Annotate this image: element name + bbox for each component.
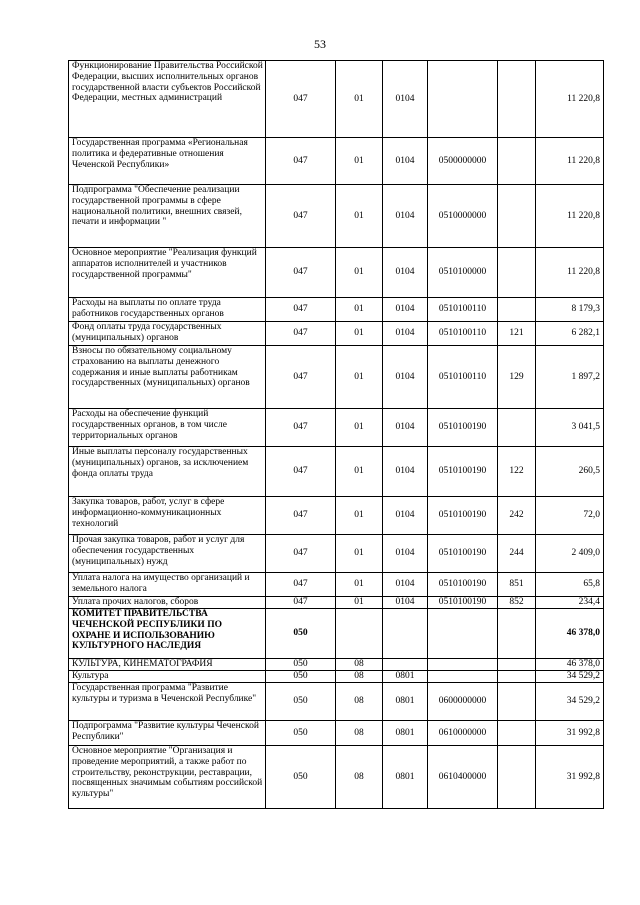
table-row xyxy=(69,573,604,597)
row-expense-type xyxy=(498,609,536,659)
table-row xyxy=(69,185,604,248)
row-target-article: 0610000000 xyxy=(428,721,498,746)
row-name: Функционирование Правительства Российской Федерации, высших исполнительных органов государственной власти субъектов Российской Федерации, местных администраций xyxy=(69,61,266,138)
row-grbs: 047 xyxy=(266,298,336,322)
row-expense-type xyxy=(498,659,536,671)
row-grbs: 050 xyxy=(266,683,336,721)
row-expense-type xyxy=(498,683,536,721)
budget-table xyxy=(68,60,604,809)
row-expense-type xyxy=(498,138,536,185)
row-sum: 11 220,8 xyxy=(536,138,604,185)
row-grbs: 047 xyxy=(266,573,336,597)
row-section: 01 xyxy=(336,409,383,447)
row-grbs: 047 xyxy=(266,185,336,248)
row-subsection: 0104 xyxy=(383,298,428,322)
row-sum: 11 220,8 xyxy=(536,61,604,138)
row-section: 08 xyxy=(336,721,383,746)
row-subsection: 0801 xyxy=(383,671,428,683)
row-target-article: 0510100000 xyxy=(428,248,498,298)
row-sum: 31 992,8 xyxy=(536,746,604,809)
table-row xyxy=(69,61,604,138)
table-row xyxy=(69,671,604,683)
row-sum: 72,0 xyxy=(536,497,604,535)
row-section: 01 xyxy=(336,322,383,346)
row-sum: 34 529,2 xyxy=(536,671,604,683)
row-section: 01 xyxy=(336,138,383,185)
row-sum: 260,5 xyxy=(536,447,604,497)
row-target-article: 0510100110 xyxy=(428,322,498,346)
table-row xyxy=(69,447,604,497)
table-row xyxy=(69,746,604,809)
row-expense-type: 121 xyxy=(498,322,536,346)
row-sum: 65,8 xyxy=(536,573,604,597)
row-target-article: 0510100110 xyxy=(428,346,498,409)
row-section: 01 xyxy=(336,185,383,248)
row-subsection xyxy=(383,609,428,659)
row-sum: 2 409,0 xyxy=(536,535,604,573)
row-name: Иные выплаты персоналу государственных (муниципальных) органов, за исключением фонда оплаты труда xyxy=(69,447,266,497)
row-name: Основное мероприятие "Организация и проведение мероприятий, а также работ по строительству, реконструкции, реставрации, посвященных значимым событиям российской культуры" xyxy=(69,746,266,809)
row-name: Расходы на обеспечение функций государственных органов, в том числе территориальных органов xyxy=(69,409,266,447)
row-target-article xyxy=(428,659,498,671)
table-row xyxy=(69,322,604,346)
row-expense-type: 244 xyxy=(498,535,536,573)
row-name: Взносы по обязательному социальному страхованию на выплаты денежного содержания и иные выплаты работникам государственных (муниципальных) органов xyxy=(69,346,266,409)
table-row xyxy=(69,298,604,322)
table-row xyxy=(69,138,604,185)
row-grbs: 047 xyxy=(266,346,336,409)
row-grbs: 047 xyxy=(266,447,336,497)
row-expense-type xyxy=(498,298,536,322)
row-target-article: 0510100190 xyxy=(428,597,498,609)
row-target-article: 0510100190 xyxy=(428,497,498,535)
row-section: 01 xyxy=(336,573,383,597)
table-row xyxy=(69,535,604,573)
row-target-article xyxy=(428,671,498,683)
table-row xyxy=(69,409,604,447)
row-subsection: 0801 xyxy=(383,721,428,746)
row-sum: 31 992,8 xyxy=(536,721,604,746)
row-expense-type: 242 xyxy=(498,497,536,535)
row-target-article: 0510100110 xyxy=(428,298,498,322)
row-target-article: 0510100190 xyxy=(428,447,498,497)
row-expense-type xyxy=(498,409,536,447)
row-name: Государственная программа «Региональная политика и федеративные отношения Чеченской Республики» xyxy=(69,138,266,185)
row-target-article xyxy=(428,609,498,659)
row-name: Государственная программа "Развитие культуры и туризма в Чеченской Республике" xyxy=(69,683,266,721)
row-sum: 1 897,2 xyxy=(536,346,604,409)
row-grbs: 047 xyxy=(266,138,336,185)
row-name: Фонд оплаты труда государственных (муниципальных) органов xyxy=(69,322,266,346)
row-name: Уплата налога на имущество организаций и земельного налога xyxy=(69,573,266,597)
row-section: 08 xyxy=(336,746,383,809)
table-row xyxy=(69,683,604,721)
row-section: 01 xyxy=(336,447,383,497)
row-subsection: 0104 xyxy=(383,138,428,185)
row-name: Закупка товаров, работ, услуг в сфере информационно-коммуникационных технологий xyxy=(69,497,266,535)
row-grbs: 050 xyxy=(266,746,336,809)
row-expense-type xyxy=(498,185,536,248)
row-grbs: 047 xyxy=(266,322,336,346)
row-name: Подпрограмма "Развитие культуры Чеченской Республики" xyxy=(69,721,266,746)
row-section: 01 xyxy=(336,346,383,409)
table-row xyxy=(69,609,604,659)
row-subsection: 0801 xyxy=(383,746,428,809)
row-section xyxy=(336,609,383,659)
row-section: 08 xyxy=(336,659,383,671)
row-grbs: 047 xyxy=(266,409,336,447)
row-sum: 8 179,3 xyxy=(536,298,604,322)
row-subsection: 0104 xyxy=(383,322,428,346)
row-target-article xyxy=(428,61,498,138)
row-target-article: 0500000000 xyxy=(428,138,498,185)
row-grbs: 050 xyxy=(266,671,336,683)
row-subsection: 0104 xyxy=(383,597,428,609)
row-section: 01 xyxy=(336,248,383,298)
row-sum: 46 378,0 xyxy=(536,659,604,671)
row-section: 01 xyxy=(336,497,383,535)
row-subsection: 0104 xyxy=(383,497,428,535)
row-subsection: 0104 xyxy=(383,409,428,447)
row-target-article: 0510100190 xyxy=(428,535,498,573)
table-row xyxy=(69,659,604,671)
row-expense-type xyxy=(498,248,536,298)
row-expense-type: 852 xyxy=(498,597,536,609)
row-sum: 46 378,0 xyxy=(536,609,604,659)
row-expense-type xyxy=(498,721,536,746)
row-name: Расходы на выплаты по оплате труда работников государственных органов xyxy=(69,298,266,322)
row-section: 08 xyxy=(336,671,383,683)
page-number: 53 xyxy=(314,37,326,51)
row-sum: 11 220,8 xyxy=(536,248,604,298)
row-target-article: 0510000000 xyxy=(428,185,498,248)
row-expense-type: 122 xyxy=(498,447,536,497)
row-sum: 11 220,8 xyxy=(536,185,604,248)
row-grbs: 050 xyxy=(266,721,336,746)
row-subsection xyxy=(383,659,428,671)
table-row xyxy=(69,248,604,298)
row-grbs: 050 xyxy=(266,659,336,671)
row-target-article: 0510100190 xyxy=(428,573,498,597)
row-name: Уплата прочих налогов, сборов xyxy=(69,597,266,609)
row-name: Подпрограмма "Обеспечение реализации государственной программы в сфере национальной политики, внешних связей, печати и информации " xyxy=(69,185,266,248)
row-target-article: 0600000000 xyxy=(428,683,498,721)
row-expense-type: 129 xyxy=(498,346,536,409)
row-subsection: 0104 xyxy=(383,447,428,497)
row-grbs: 047 xyxy=(266,535,336,573)
row-grbs: 047 xyxy=(266,248,336,298)
table-row xyxy=(69,497,604,535)
row-subsection: 0104 xyxy=(383,573,428,597)
row-subsection: 0104 xyxy=(383,535,428,573)
table-row xyxy=(69,721,604,746)
row-name: КОМИТЕТ ПРАВИТЕЛЬСТВА ЧЕЧЕНСКОЙ РЕСПУБЛИКИ ПО ОХРАНЕ И ИСПОЛЬЗОВАНИЮ КУЛЬТУРНОГО НАСЛЕДИЯ xyxy=(69,609,266,659)
row-expense-type xyxy=(498,671,536,683)
row-sum: 34 529,2 xyxy=(536,683,604,721)
row-grbs: 047 xyxy=(266,61,336,138)
row-grbs: 047 xyxy=(266,597,336,609)
row-target-article: 0510100190 xyxy=(428,409,498,447)
row-target-article: 0610400000 xyxy=(428,746,498,809)
row-subsection: 0104 xyxy=(383,248,428,298)
row-subsection: 0801 xyxy=(383,683,428,721)
row-name: Прочая закупка товаров, работ и услуг для обеспечения государственных (муниципальных) нужд xyxy=(69,535,266,573)
table-row xyxy=(69,597,604,609)
row-section: 08 xyxy=(336,683,383,721)
row-sum: 6 282,1 xyxy=(536,322,604,346)
row-expense-type: 851 xyxy=(498,573,536,597)
row-grbs: 050 xyxy=(266,609,336,659)
row-grbs: 047 xyxy=(266,497,336,535)
row-sum: 3 041,5 xyxy=(536,409,604,447)
row-subsection: 0104 xyxy=(383,346,428,409)
row-subsection: 0104 xyxy=(383,61,428,138)
row-section: 01 xyxy=(336,61,383,138)
row-name: Основное мероприятие "Реализация функций аппаратов исполнителей и участников государственной программы" xyxy=(69,248,266,298)
row-name: КУЛЬТУРА, КИНЕМАТОГРАФИЯ xyxy=(69,659,266,671)
row-expense-type xyxy=(498,61,536,138)
row-sum: 234,4 xyxy=(536,597,604,609)
row-expense-type xyxy=(498,746,536,809)
row-name: Культура xyxy=(69,671,266,683)
row-subsection: 0104 xyxy=(383,185,428,248)
row-section: 01 xyxy=(336,535,383,573)
row-section: 01 xyxy=(336,298,383,322)
table-row xyxy=(69,346,604,409)
row-section: 01 xyxy=(336,597,383,609)
